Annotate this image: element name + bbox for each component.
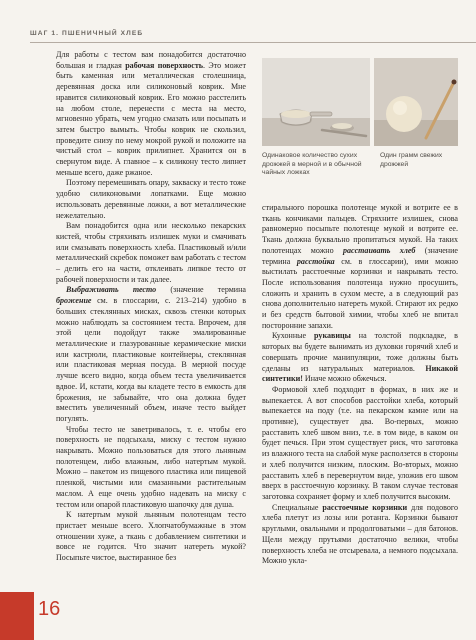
paragraph: Поэтому перемешивать опару, закваску и тесто тоже удобно силиконовыми лопатками. Еще можно использовать деревянные ложки, а вот металлические нежелательно. — [56, 178, 246, 220]
paragraph — [262, 203, 458, 331]
spoons-illustration — [262, 58, 370, 146]
photo-caption-right: Один грамм свежих дрожжей — [380, 152, 443, 168]
text-run: (значение термина — [262, 245, 458, 266]
paragraph — [262, 331, 458, 385]
right-text-column — [262, 203, 458, 567]
paragraph — [56, 285, 246, 424]
photo-fresh-yeast — [374, 58, 458, 146]
paragraph — [56, 50, 246, 178]
photo-caption-left: Одинаковое количество сухих дрожжей в мерной и в обычной чайных ложках — [262, 152, 362, 177]
text-run: стирального порошка полотенце мукой и вотрите ее в ткань кончиками пальцев. Стряхните излишек, снова равномерно посыпьте полотенце мукой и вотрите ее. Ткань должна буквально пропитаться мукой. На таких полотенцах можно — [262, 203, 458, 255]
bold-italic-term: расстойка — [296, 256, 335, 266]
text-run: Иначе можно обжечься. — [302, 374, 387, 384]
text-run: Для работы с тестом вам понадобится достаточно большая и гладкая — [56, 50, 246, 70]
paragraph: Формовой хлеб подходит в формах, в них же и выпекается. А вот способов расстойки хлеба, который выпекается на поду (т.е. на пекарском камне или на противне), существует два. Во-первых, можно расставить хлеб швом вниз, т.е. в том виде, в каком он будет печься. При этом существует риск, что заготовка из влажного теста на слабой муке расползется в стороны и хлеб получится низким, плоским. Во-вторых, можно расставить хлеб в перевернутом виде, уложив его швом вверх в расстоечную корзинку. В таком случае тестовая заготовка сохраняет форму и хлеб получится высоким. — [262, 384, 458, 501]
text-run: (значение термина — [156, 285, 246, 295]
text-run: см. в глоссарии, с. 213–214) удобно в больших стеклянных мисках, сквозь стенки которых можно наблюдать за состоянием теста. Впрочем, для этой цели подойдут также эмалированные металлические и глазурованные керамические миски или кастрюли, пластиковые контейнеры, стеклянная или пластиковая мерная посуда. В мерной посуде лучше всего видно, когда объем теста увеличивается вдвое. И, кстати, когда вы кладете тесто в емкость для брожения, не забывайте, что она должна будет вместить увеличенный объем, иначе тесто выйдет погулять. — [56, 296, 246, 423]
bold-term: расстоечные корзинки — [322, 502, 408, 512]
text-run: для подового хлеба плетут из лозы или ротанга. Корзинки бывают круглыми, овальными и продолговатыми – для батонов. Щели между прутьями достаточно велики, чтобы поверхность хлеба не отсыревала, а немного подсыхала. Можно укла- — [262, 502, 458, 566]
text-run: на толстой подкладке, в которых вы будете вынимать из духовки горячий хлеб и совершать прочие манипуляции, тоже должны быть сделаны из натуральных материалов. — [262, 331, 458, 373]
text-run: Кухонные — [272, 331, 315, 341]
bold-italic-term: расстаивать хлеб — [342, 245, 416, 255]
bold-italic-term: брожение — [56, 296, 92, 306]
fresh-yeast-illustration — [374, 58, 458, 146]
paragraph — [262, 503, 458, 567]
page-color-tab — [0, 592, 34, 640]
bold-italic-term: Выбраживать тесто — [66, 285, 157, 295]
text-run: Специальные — [272, 502, 323, 512]
photo-yeast-spoons — [262, 58, 370, 146]
text-run: см. в глоссарии), ими можно выстилать расстоечные корзинки и накрывать тесто. После использования полотенца нужно просушить, сложить и хранить в сухом месте, а в следующий раз снова дополнительно натереть мукой. Стирают их редко и без средств бытовой химии, чтобы хлеб не впитал посторонние запахи. — [262, 256, 458, 330]
text-run: . Это может быть каменная или металлическая столешница, деревянная доска или силиконовый коврик. Мне нравится силиконовый коврик. Его можно расстелить на любом столе, перенести с места на место, мгновенно убрать, чем угодно смазать или посыпать и затем быстро вымыть. Чтобы коврик не скользил, проведите снизу по нему мокрой рукой и положите на чистый стол – коврик прилипнет. Хранится он в свернутом виде. А главное – к силикону тесто липнет меньше всего, даже ржаное. — [56, 60, 246, 177]
paragraph: Чтобы тесто не заветривалось, т. е. чтобы его поверхность не подсыхала, миску с тестом нужно накрывать. Можно пользоваться для этого льняным полотенцем, либо влажным, либо натертым мукой. Можно – пакетом из пищевого пластика или пищевой пленкой, чистыми или смазанными растительным маслом. А еще очень удобно надевать на миску с тестом или опарой пластиковую шапочку для душа. — [56, 424, 246, 509]
left-text-column — [56, 50, 246, 564]
paragraph: К натертым мукой льняным полотенцам тесто пристает меньше всего. Хлопчатобумажные в этом отношении хуже, а ткань с добавлением синтетики и вовсе не годится. Что значит натереть мукой? Посыпьте чистое, выстиранное без — [56, 510, 246, 563]
bold-term: рабочая поверхность — [125, 60, 204, 70]
bold-term: рукавицы — [314, 331, 351, 341]
running-header: ШАГ 1. ПШЕНИЧНЫЙ ХЛЕБ — [30, 30, 144, 37]
page-number: 16 — [38, 598, 61, 620]
paragraph: Вам понадобится одна или несколько пекарских кистей, чтобы стряхивать излишек муки и смачивать или смазывать поверхность хлеба. Пластиковый и/или металлический скребок поможет вам работать с тестом – делить его на части, отклеивать липкое тесто от рабочей поверхности и так далее. — [56, 221, 246, 284]
header-rule — [30, 42, 476, 43]
bold-term: Никакой синтетики! — [262, 363, 458, 384]
